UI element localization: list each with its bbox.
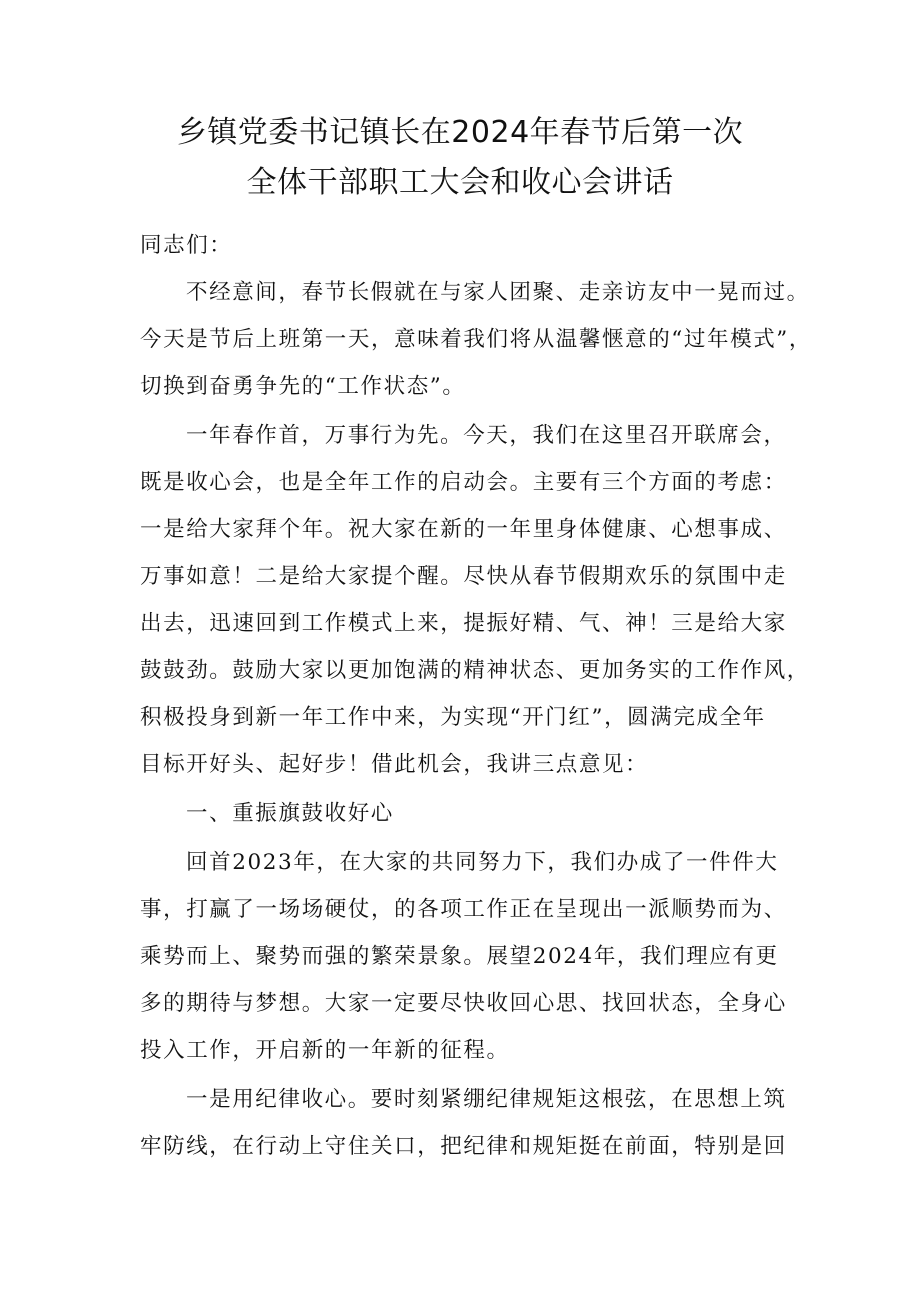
document-title-line2: 全体干部职工大会和收心会讲话 [246, 165, 674, 200]
document-title-line1: 乡镇党委书记镇长在2024年春节后第一次 [176, 115, 744, 150]
paragraph-line: 切换到奋勇争先的“工作状态”。 [140, 374, 466, 399]
paragraph-line: 回首2023年，在大家的共同努力下，我们办成了一件件大 [186, 850, 779, 875]
paragraph-line: 多的期待与梦想。大家一定要尽快收回心思、找回状态，全身心 [140, 991, 787, 1016]
paragraph-line: 积极投身到新一年工作中来，为实现“开门红”，圆满完成全年 [140, 705, 766, 730]
paragraph-line: 既是收心会，也是全年工作的启动会。主要有三个方面的考虑： [140, 470, 787, 495]
paragraph-line: 牢防线，在行动上守住关口，把纪律和规矩挺在前面，特别是回 [140, 1134, 787, 1159]
paragraph-line: 鼓鼓劲。鼓励大家以更加饱满的精神状态、更加务实的工作作风， [140, 658, 810, 683]
paragraph-line: 事，打赢了一场场硬仗，的各项工作正在呈现出一派顺势而为、 [140, 897, 787, 922]
paragraph-line: 乘势而上、聚势而强的繁荣景象。展望2024年，我们理应有更 [140, 944, 779, 969]
paragraph-line: 投入工作，开启新的一年新的征程。 [140, 1038, 510, 1063]
paragraph-line: 不经意间，春节长假就在与家人团聚、走亲访友中一晃而过。 [186, 280, 810, 305]
section-heading: 一、重振旗鼓收好心 [186, 801, 394, 826]
paragraph-line: 一是给大家拜个年。祝大家在新的一年里身体健康、心想事成、 [140, 517, 787, 542]
salutation: 同志们： [140, 233, 233, 258]
paragraph-line: 目标开好头、起好步！借此机会，我讲三点意见： [140, 752, 649, 777]
paragraph-line: 一年春作首，万事行为先。今天，我们在这里召开联席会， [186, 423, 787, 448]
paragraph-line: 出去，迅速回到工作模式上来，提振好精、气、神！三是给大家 [140, 611, 787, 636]
paragraph-line: 一是用纪律收心。要时刻紧绷纪律规矩这根弦，在思想上筑 [186, 1087, 787, 1112]
paragraph-line: 今天是节后上班第一天，意味着我们将从温馨惬意的“过年模式”， [140, 327, 812, 352]
paragraph-line: 万事如意！二是给大家提个醒。尽快从春节假期欢乐的氛围中走 [140, 564, 787, 589]
